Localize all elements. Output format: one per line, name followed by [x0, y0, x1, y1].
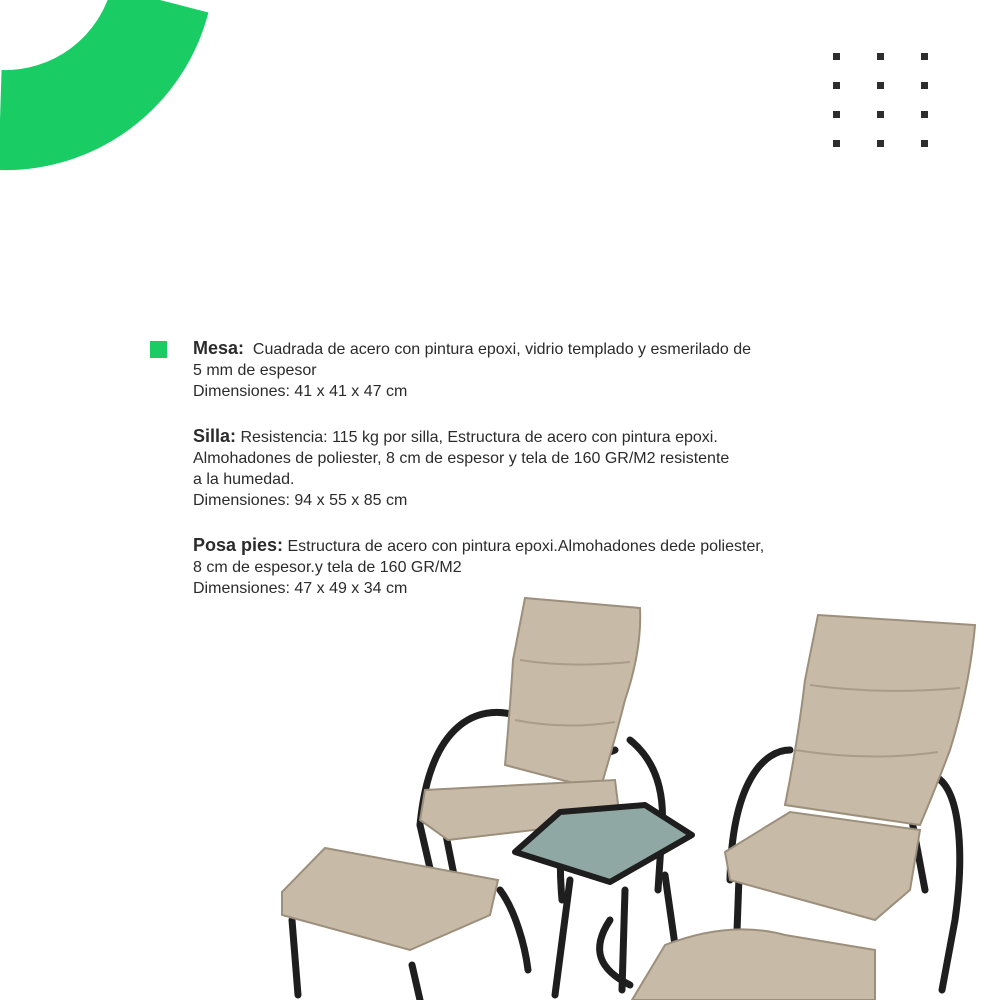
spec-line: Estructura de acero con pintura epoxi.Almohadones dede poliester, [287, 538, 765, 555]
spec-line: Almohadones de poliester, 8 cm de espesor y tela de 160 GR/M2 resistente [193, 450, 730, 467]
green-arc-decoration [0, 0, 230, 220]
spec-label: Mesa: [193, 338, 245, 358]
product-specs [193, 338, 853, 623]
spec-label: Silla: [193, 426, 237, 446]
green-square-bullet [150, 341, 167, 358]
spec-dimensions: Dimensiones: 47 x 49 x 34 cm [193, 580, 408, 597]
spec-mesa [193, 338, 853, 402]
spec-line: 5 mm de espesor [193, 362, 317, 379]
spec-dimensions: Dimensiones: 94 x 55 x 85 cm [193, 492, 408, 509]
spec-line: Cuadrada de acero con pintura epoxi, vidrio templado y esmerilado de [252, 341, 751, 358]
spec-line: a la humedad. [193, 471, 295, 488]
spec-line: 8 cm de espesor.y tela de 160 GR/M2 [193, 559, 462, 576]
dot-grid-decoration [833, 53, 929, 149]
spec-silla [193, 426, 853, 511]
spec-label: Posa pies: [193, 535, 284, 555]
spec-dimensions: Dimensiones: 41 x 41 x 47 cm [193, 383, 408, 400]
furniture-photo [270, 590, 1000, 1000]
spec-line: Resistencia: 115 kg por silla, Estructura de acero con pintura epoxi. [240, 429, 718, 446]
